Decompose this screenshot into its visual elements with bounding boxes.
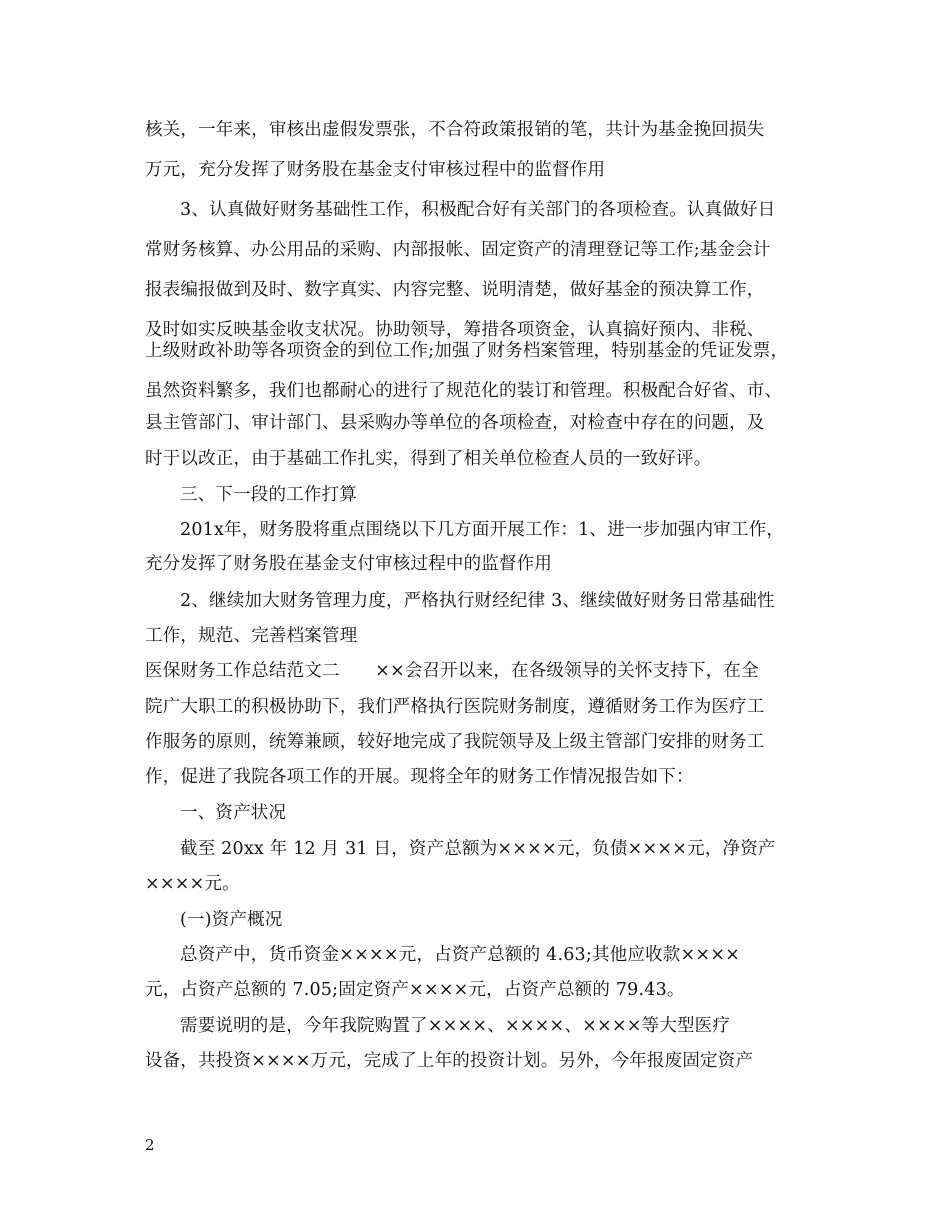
text-line: 虽然资料繁多，我们也都耐心的进行了规范化的装订和管理。积极配合好省、市、 <box>145 381 783 401</box>
text-line: 201x年，财务股将重点围绕以下几方面开展工作：1、进一步加强内审工作， <box>180 520 785 540</box>
text-line: 时于以改正，由于基础工作扎实，得到了相关单位检查人员的一致好评。 <box>145 449 712 469</box>
text-line: 3、认真做好财务基础性工作，积极配合好有关部门的各项检查。认真做好日 <box>180 200 776 220</box>
section-heading: 三、下一段的工作打算 <box>180 485 357 505</box>
text-line: 截至 20xx 年 12 月 31 日，资产总额为××××元，负债××××元，净资产 <box>180 839 776 859</box>
page-number: 2 <box>145 1136 155 1154</box>
text-line: 万元，充分发挥了财务股在基金支付审核过程中的监督作用 <box>145 160 606 180</box>
text-line: 元，占资产总额的 7.05;固定资产××××元，占资产总额的 79.43。 <box>145 980 685 1000</box>
text-line: 工作，规范、完善档案管理 <box>145 626 358 646</box>
text-line: 报表编报做到及时、数字真实、内容完整、说明清楚，做好基金的预决算工作， <box>145 280 765 300</box>
subsection-heading: (一)资产概况 <box>180 910 283 930</box>
text-line: 需要说明的是，今年我院购置了××××、××××、××××等大型医疗 <box>180 1016 731 1036</box>
text-line: 总资产中，货币资金××××元，占资产总额的 4.63;其他应收款×××× <box>180 945 740 965</box>
text-line: 院广大职工的积极协助下，我们严格执行医院财务制度，遵循财务工作为医疗工 <box>145 697 765 717</box>
text-line: 设备，共投资××××万元，完成了上年的投资计划。另外，今年报废固定资产 <box>145 1051 754 1071</box>
text-line: 及时如实反映基金收支状况。协助领导，筹措各项资金，认真搞好预内、非税、 <box>145 320 765 340</box>
text-line: 充分发挥了财务股在基金支付审核过程中的监督作用 <box>145 554 553 574</box>
text-line: 2、继续加大财务管理力度，严格执行财经纪律 3、继续做好财务日常基础性 <box>180 591 775 611</box>
text-line: 医保财务工作总结范文二 ××会召开以来，在各级领导的关怀支持下，在全 <box>145 661 759 681</box>
text-line: 核关，一年来，审核出虚假发票张，不合符政策报销的笔，共计为基金挽回损失 <box>145 120 765 140</box>
text-line: 上级财政补助等各项资金的到位工作;加强了财务档案管理，特别基金的凭证发票， <box>145 341 789 361</box>
text-line: 作，促进了我院各项工作的开展。现将全年的财务工作情况报告如下： <box>145 767 694 787</box>
text-line: 作服务的原则，统筹兼顾，较好地完成了我院领导及上级主管部门安排的财务工 <box>145 732 765 752</box>
text-line: 县主管部门、审计部门、县采购办等单位的各项检查，对检查中存在的问题，及 <box>145 413 765 433</box>
text-line: 常财务核算、办公用品的采购、内部报帐、固定资产的清理登记等工作;基金会计 <box>145 240 771 260</box>
section-heading: 一、资产状况 <box>180 803 287 823</box>
text-line: ××××元。 <box>145 874 240 894</box>
